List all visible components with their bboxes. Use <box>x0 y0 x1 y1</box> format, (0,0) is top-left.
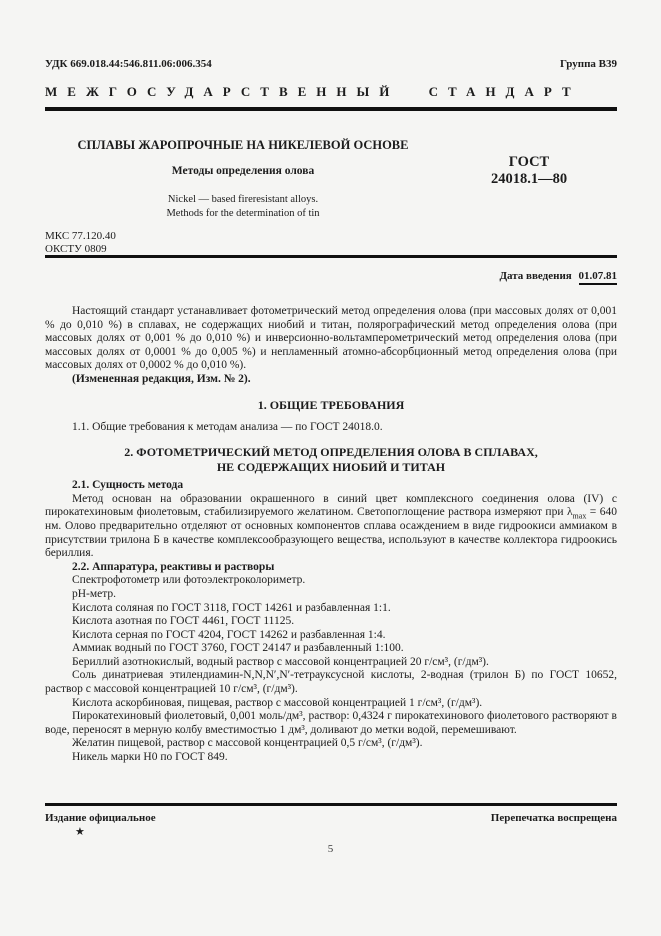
title-left-column <box>45 138 441 221</box>
gost-label: ГОСТ <box>508 154 550 170</box>
standard-type-banner: МЕЖГОСУДАРСТВЕННЫЙ СТАНДАРТ <box>45 84 581 99</box>
reagent-item: Соль динатриевая этилендиамин-N,N,N′,N′-тетрауксусной кислоты, 2-водная (трилон Б) по ГОСТ 10652, раствор с массовой концентрацией 10 г/см³, (г/дм³). <box>45 669 617 696</box>
reagent-item: Кислота серная по ГОСТ 4204, ГОСТ 14262 и разбавленная 1:4. <box>72 628 386 641</box>
document-title-ru: СПЛАВЫ ЖАРОПРОЧНЫЕ НА НИКЕЛЕВОЙ ОСНОВЕ <box>77 138 409 152</box>
udk-code: УДК 669.018.44:546.811.06:006.354 <box>45 58 212 70</box>
lambda-max-subscript: max <box>572 511 587 521</box>
footer-row <box>45 812 617 824</box>
clause-2-1-heading: 2.1. Сущность метода <box>72 479 184 492</box>
section-2-heading-line1: 2. ФОТОМЕТРИЧЕСКИЙ МЕТОД ОПРЕДЕЛЕНИЯ ОЛОВА В СПЛАВАХ, <box>124 445 538 460</box>
codes-rule <box>45 255 617 258</box>
clause-1-1: 1.1. Общие требования к методам анализа — по ГОСТ 24018.0. <box>72 420 383 433</box>
amendment-note: (Измененная редакция, Изм. № 2). <box>72 372 251 385</box>
title-block <box>45 138 617 221</box>
clause-2-1-text <box>45 493 617 561</box>
document-subtitle-ru: Методы определения олова <box>171 165 315 177</box>
classification-row <box>45 58 617 71</box>
okstu-code: ОКСТУ 0809 <box>45 242 107 255</box>
header-rule <box>45 107 617 111</box>
reagent-item: Бериллий азотнокислый, водный раствор с массовой концентрацией 20 г/см³, (г/дм³). <box>72 655 489 668</box>
codes-block <box>45 230 617 255</box>
reagent-item: Спектрофотометр или фотоэлектроколориметр. <box>72 574 306 587</box>
page-number: 5 <box>327 843 334 855</box>
document-title-en <box>45 193 441 221</box>
title-en-line1: Nickel — based fireresistant alloys. <box>167 194 319 205</box>
clause-2-2-heading: 2.2. Аппаратура, реактивы и растворы <box>72 560 275 573</box>
gost-number: 24018.1—80 <box>490 171 568 187</box>
date-value: 01.07.81 <box>579 270 618 285</box>
reagent-item: pH-метр. <box>72 587 117 600</box>
footnote-star-icon: ★ <box>75 826 85 838</box>
reagent-item: Кислота соляная по ГОСТ 3118, ГОСТ 14261 и разбавленная 1:1. <box>72 601 391 614</box>
footer-rule <box>45 803 617 806</box>
official-edition-label: Издание официальное <box>45 812 156 824</box>
clause-2-1-text-part1: Метод основан на образовании окрашенного в синий цвет комплексного соединения олова (IV) с пирокатехиновым фиолетовым, стабилизируемого желатином. Светопоглощение раствора измеряют при λ <box>45 492 617 519</box>
group-code: Группа В39 <box>559 58 617 70</box>
section-1-heading: 1. ОБЩИЕ ТРЕБОВАНИЯ <box>257 397 405 412</box>
reagent-item: Аммиак водный по ГОСТ 3760, ГОСТ 24147 и разбавленный 1:100. <box>72 642 404 655</box>
gost-designation <box>441 138 617 221</box>
date-label: Дата введения <box>499 270 572 282</box>
reagent-item: Кислота азотная по ГОСТ 4461, ГОСТ 11125. <box>72 615 295 628</box>
reagent-item: Никель марки Н0 по ГОСТ 849. <box>72 751 228 764</box>
reagent-item: Кислота аскорбиновая, пищевая, раствор с массовой концентрацией 1 г/см³, (г/дм³). <box>72 696 483 709</box>
reagent-item: Пирокатехиновый фиолетовый, 0,001 моль/дм³, раствор: 0,4324 г пирокатехинового фиолетового растворяют в воде, переносят в мерную колбу вместимостью 1 дм³, доливают до метки водой, перемешивают. <box>45 710 617 736</box>
clause-2-1-text-part2: = 640 нм. Олово предварительно отделяют от основных компонентов сплава осаждением в виде гидроокиси аммиаком в присутствии трилона Б в качестве комплексообразующего вещества, используют в качестве коллектора гидроокись бериллия. <box>45 506 617 560</box>
title-en-line2: Methods for the determination of tin <box>166 208 320 219</box>
section-2-heading-line2: НЕ СОДЕРЖАЩИХ НИОБИЙ И ТИТАН <box>216 460 446 475</box>
reagent-item: Желатин пищевой, раствор с массовой концентрацией 0,5 г/см³, (г/дм³). <box>72 737 423 750</box>
mks-code: МКС 77.120.40 <box>45 230 116 242</box>
reprint-prohibited-label: Перепечатка воспрещена <box>490 812 617 824</box>
intro-paragraph: Настоящий стандарт устанавливает фотометрический метод определения олова (при массовых долях от 0,001 % до 0,010 %) в сплавах, не содержащих ниобий и титан, полярографический метод определения олова (при массовых долях от 0,001 % до 0,010 %) и инверсионно-вольтамперометрический метод определения олова (при массовых долях от 0,0001 % до 0,005 %) и непламенный атомно-абсорбционный метод определения олова (при массовых долях от 0,0002 % до 0,010 %). <box>45 305 617 372</box>
introduction-date-row <box>45 270 617 286</box>
page-footer <box>45 803 617 838</box>
